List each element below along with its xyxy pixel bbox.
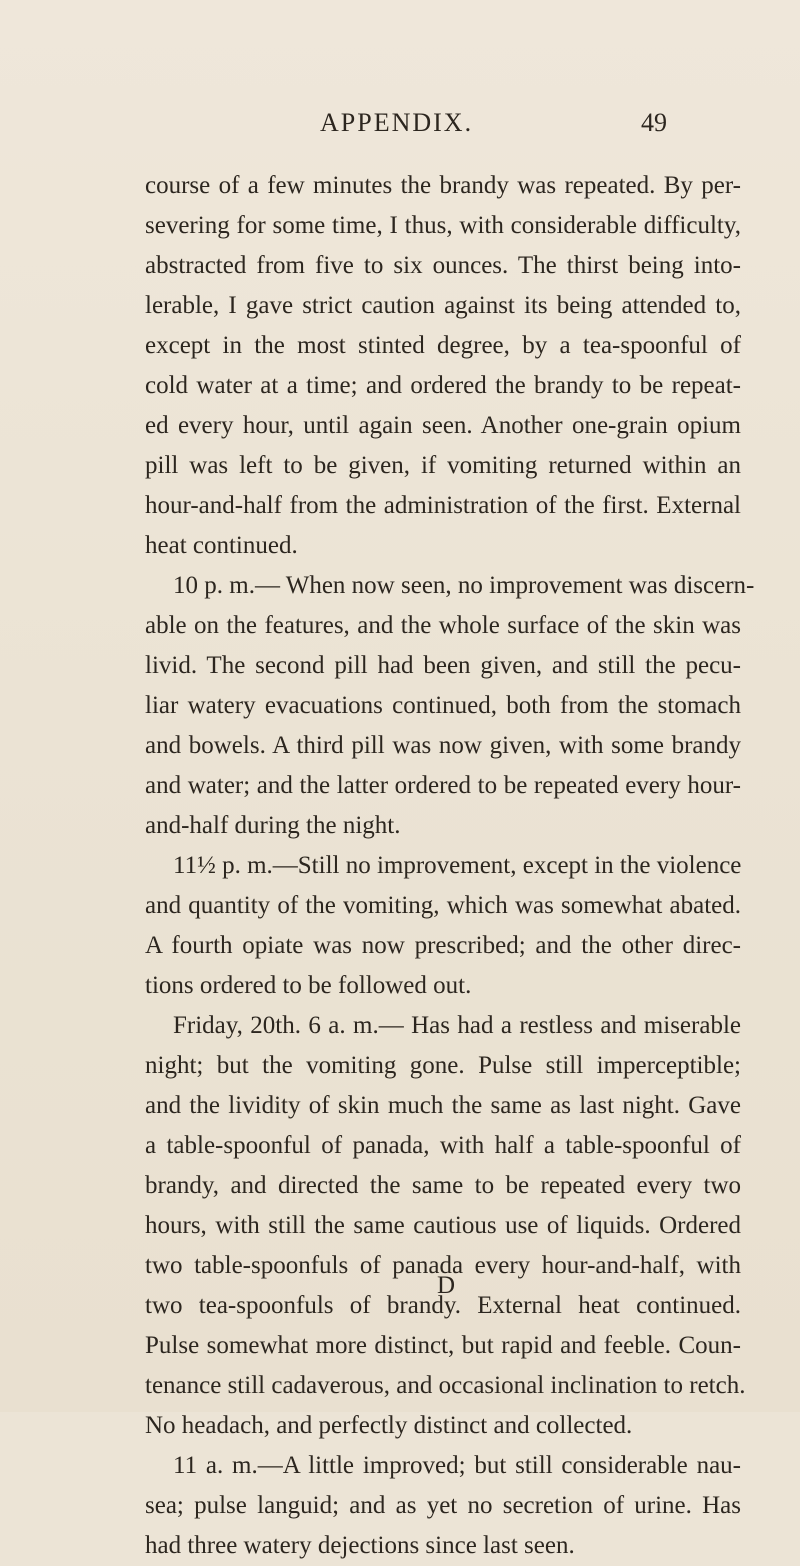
signature-mark: D xyxy=(437,1272,456,1299)
text-line: No headach, and perfectly distinct and collected. xyxy=(145,1412,633,1439)
text-line: two table-spoonfuls of panada every hour-and-half, with xyxy=(145,1252,741,1279)
running-head: APPENDIX. xyxy=(320,108,474,137)
text-line: and quantity of the vomiting, which was somewhat abated. xyxy=(145,892,741,919)
text-line: night; but the vomiting gone. Pulse still imperceptible; xyxy=(145,1052,741,1079)
text-line: Friday, 20th. 6 a. m.— Has had a restless and miserable xyxy=(173,1012,741,1039)
text-line: livid. The second pill had been given, and still the pecu- xyxy=(145,652,741,679)
text-line: cold water at a time; and ordered the brandy to be repeat- xyxy=(145,372,741,399)
text-line: pill was left to be given, if vomiting returned within an xyxy=(145,452,741,479)
text-line: and water; and the latter ordered to be repeated every hour- xyxy=(145,772,741,799)
text-line: sea; pulse languid; and as yet no secretion of urine. Has xyxy=(145,1492,741,1519)
text-line: had three watery dejections since last seen. xyxy=(145,1532,575,1559)
text-line: ed every hour, until again seen. Another one-grain opium xyxy=(145,412,741,439)
text-line: Pulse somewhat more distinct, but rapid and feeble. Coun- xyxy=(145,1332,741,1359)
text-line: course of a few minutes the brandy was repeated. By per- xyxy=(145,172,741,199)
text-line: abstracted from five to six ounces. The thirst being into- xyxy=(145,252,741,279)
text-line: heat continued. xyxy=(145,532,298,559)
text-line: hours, with still the same cautious use of liquids. Ordered xyxy=(145,1212,741,1239)
text-line: except in the most stinted degree, by a tea-spoonful of xyxy=(145,332,741,359)
text-line: and the lividity of skin much the same as last night. Gave xyxy=(145,1092,741,1119)
text-line: and-half during the night. xyxy=(145,812,401,839)
text-line: 11½ p. m.—Still no improvement, except in the violence xyxy=(173,852,742,879)
text-line: and bowels. A third pill was now given, with some brandy xyxy=(145,732,741,759)
text-line: able on the features, and the whole surface of the skin was xyxy=(145,612,741,639)
text-line: 10 p. m.— When now seen, no improvement was discern- xyxy=(173,572,755,599)
text-line: lerable, I gave strict caution against its being attended to, xyxy=(145,292,741,319)
text-line: a table-spoonful of panada, with half a table-spoonful of xyxy=(145,1132,741,1159)
body-text xyxy=(145,166,755,1566)
text-line: tenance still cadaverous, and occasional inclination to retch. xyxy=(145,1372,746,1399)
text-line: A fourth opiate was now prescribed; and the other direc- xyxy=(145,932,741,959)
text-line: severing for some time, I thus, with considerable difficulty, xyxy=(145,212,741,239)
text-line: liar watery evacuations continued, both from the stomach xyxy=(145,692,741,719)
text-line: hour-and-half from the administration of the first. External xyxy=(145,492,741,519)
text-line: tions ordered to be followed out. xyxy=(145,972,472,999)
text-line: two tea-spoonfuls of brandy. External heat continued. xyxy=(145,1292,741,1319)
text-line: brandy, and directed the same to be repeated every two xyxy=(145,1172,741,1199)
page-number: 49 xyxy=(641,108,667,137)
page-header xyxy=(0,108,800,148)
text-line: 11 a. m.—A little improved; but still considerable nau- xyxy=(173,1452,741,1479)
